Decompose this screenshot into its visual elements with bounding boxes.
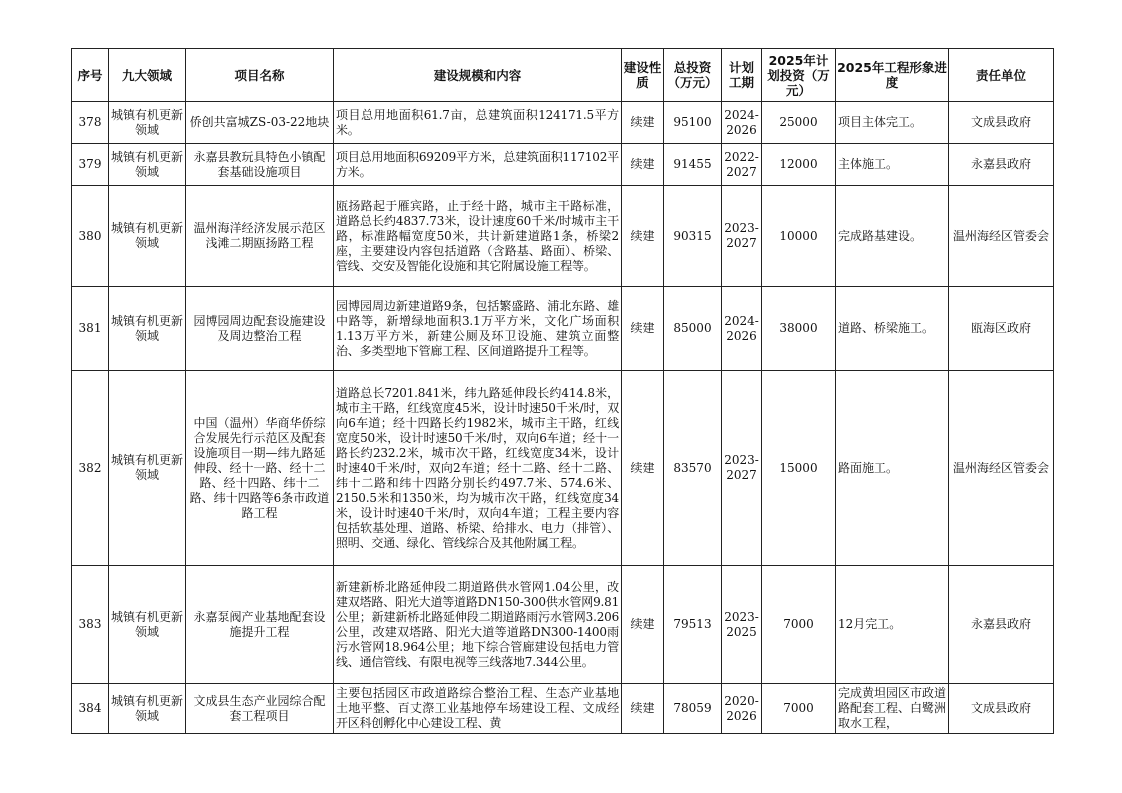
cell-period: 2023-2027 (722, 371, 762, 566)
cell-plan: 7000 (762, 566, 836, 684)
cell-seq: 378 (72, 102, 109, 144)
header-name: 项目名称 (186, 49, 334, 102)
header-seq: 序号 (72, 49, 109, 102)
table-row (72, 144, 1054, 186)
header-content: 建设规模和内容 (334, 49, 622, 102)
cell-domain: 城镇有机更新领域 (109, 371, 186, 566)
cell-seq: 383 (72, 566, 109, 684)
cell-unit: 文成县政府 (949, 684, 1054, 734)
cell-content: 项目总用地面积69209平方米，总建筑面积117102平方米。 (334, 144, 622, 186)
cell-period: 2023-2025 (722, 566, 762, 684)
header-invest: 总投资（万元） (664, 49, 722, 102)
cell-content: 新建新桥北路延伸段二期道路供水管网1.04公里，改建双塔路、阳光大道等道路DN150-300供水管网9.81公里；新建新桥北路延伸段二期道路雨污水管网3.206公里，改建双塔路、阳光大道等道路DN300-1400雨污水管网18.964公里；地下综合管廊建设包括电力管线、通信管线、有限电视等三线落地7.344公里。 (334, 566, 622, 684)
cell-unit: 文成县政府 (949, 102, 1054, 144)
cell-period: 2023-2027 (722, 186, 762, 287)
cell-plan: 10000 (762, 186, 836, 287)
cell-name: 园博园周边配套设施建设及周边整治工程 (186, 287, 334, 371)
header-progress: 2025年工程形象进度 (836, 49, 949, 102)
cell-plan: 15000 (762, 371, 836, 566)
cell-invest: 91455 (664, 144, 722, 186)
cell-invest: 78059 (664, 684, 722, 734)
cell-plan: 12000 (762, 144, 836, 186)
cell-invest: 90315 (664, 186, 722, 287)
cell-content: 道路总长7201.841米，纬九路延伸段长约414.8米，城市主干路，红线宽度45米，设计时速50千米/时，双向6车道；经十四路长约1982米，城市主干路，红线宽度50米，设计时速50千米/时，双向6车道；经十一路长约232.2米，城市次干路，红线宽度34米，设计时速40千米/时，双向2车道；经十二路、经十二路、纬十二路和纬十四路分别长约497.7米、574.6米、2150.5米和1350米，均为城市次干路，红线宽度34米，设计时速40千米/时，双向4车道；工程主要内容包括软基处理、道路、桥梁、给排水、电力（排管）、照明、交通、绿化、管线综合及其他附属工程。 (334, 371, 622, 566)
table-row (72, 684, 1054, 734)
cell-progress: 道路、桥梁施工。 (836, 287, 949, 371)
cell-invest: 95100 (664, 102, 722, 144)
cell-name: 文成县生态产业园综合配套工程项目 (186, 684, 334, 734)
table-row (72, 186, 1054, 287)
header-unit: 责任单位 (949, 49, 1054, 102)
cell-seq: 379 (72, 144, 109, 186)
cell-seq: 381 (72, 287, 109, 371)
cell-progress: 路面施工。 (836, 371, 949, 566)
cell-period: 2022-2027 (722, 144, 762, 186)
cell-plan: 25000 (762, 102, 836, 144)
cell-nature: 续建 (622, 684, 664, 734)
cell-domain: 城镇有机更新领域 (109, 566, 186, 684)
cell-seq: 384 (72, 684, 109, 734)
cell-seq: 382 (72, 371, 109, 566)
cell-progress: 主体施工。 (836, 144, 949, 186)
cell-invest: 79513 (664, 566, 722, 684)
table-row (72, 102, 1054, 144)
cell-domain: 城镇有机更新领域 (109, 287, 186, 371)
cell-progress: 完成路基建设。 (836, 186, 949, 287)
cell-nature: 续建 (622, 102, 664, 144)
cell-unit: 永嘉县政府 (949, 566, 1054, 684)
table-row (72, 566, 1054, 684)
cell-unit: 温州海经区管委会 (949, 371, 1054, 566)
table-row (72, 287, 1054, 371)
cell-name: 永嘉泵阀产业基地配套设施提升工程 (186, 566, 334, 684)
cell-domain: 城镇有机更新领域 (109, 144, 186, 186)
cell-invest: 85000 (664, 287, 722, 371)
cell-domain: 城镇有机更新领域 (109, 102, 186, 144)
cell-seq: 380 (72, 186, 109, 287)
cell-unit: 瓯海区政府 (949, 287, 1054, 371)
cell-nature: 续建 (622, 287, 664, 371)
header-domain: 九大领域 (109, 49, 186, 102)
cell-nature: 续建 (622, 566, 664, 684)
cell-unit: 永嘉县政府 (949, 144, 1054, 186)
cell-name: 永嘉县教玩具特色小镇配套基础设施项目 (186, 144, 334, 186)
cell-content: 园博园周边新建道路9条，包括繁盛路、浦北东路、雄中路等，新增绿地面积3.1万平方米，文化广场面积1.13万平方米，新建公厕及环卫设施、建筑立面整治、多类型地下管廊工程、区间道路提升工程等。 (334, 287, 622, 371)
cell-plan: 7000 (762, 684, 836, 734)
cell-nature: 续建 (622, 186, 664, 287)
cell-period: 2024-2026 (722, 287, 762, 371)
header-plan: 2025年计划投资（万元） (762, 49, 836, 102)
cell-content: 主要包括园区市政道路综合整治工程、生态产业基地土地平整、百丈漈工业基地停车场建设工程、文成经开区科创孵化中心建设工程、黄 (334, 684, 622, 734)
cell-invest: 83570 (664, 371, 722, 566)
header-row (72, 49, 1054, 102)
cell-unit: 温州海经区管委会 (949, 186, 1054, 287)
cell-name: 中国（温州）华商华侨综合发展先行示范区及配套设施项目一期—纬九路延伸段、经十一路、经十二路、经十四路、纬十二路、纬十四路等6条市政道路工程 (186, 371, 334, 566)
project-table (71, 48, 1054, 734)
cell-nature: 续建 (622, 371, 664, 566)
cell-plan: 38000 (762, 287, 836, 371)
cell-name: 温州海洋经济发展示范区浅滩二期瓯扬路工程 (186, 186, 334, 287)
cell-period: 2020-2026 (722, 684, 762, 734)
cell-period: 2024-2026 (722, 102, 762, 144)
cell-progress: 完成黄坦园区市政道路配套工程、白鹭洲取水工程， (836, 684, 949, 734)
cell-progress: 12月完工。 (836, 566, 949, 684)
table-row (72, 371, 1054, 566)
cell-name: 侨创共富城ZS-03-22地块 (186, 102, 334, 144)
cell-content: 项目总用地面积61.7亩，总建筑面积124171.5平方米。 (334, 102, 622, 144)
cell-progress: 项目主体完工。 (836, 102, 949, 144)
header-period: 计划工期 (722, 49, 762, 102)
header-nature: 建设性质 (622, 49, 664, 102)
cell-nature: 续建 (622, 144, 664, 186)
cell-content: 瓯扬路起于雁宾路，止于经十路，城市主干路标准，道路总长约4837.73米，设计速度60千米/时城市主干路，标准路幅宽度50米，共计新建道路1条，桥梁2座，主要建设内容包括道路（含路基、路面）、桥梁、管线、交安及智能化设施和其它附属设施工程等。 (334, 186, 622, 287)
cell-domain: 城镇有机更新领域 (109, 684, 186, 734)
cell-domain: 城镇有机更新领域 (109, 186, 186, 287)
